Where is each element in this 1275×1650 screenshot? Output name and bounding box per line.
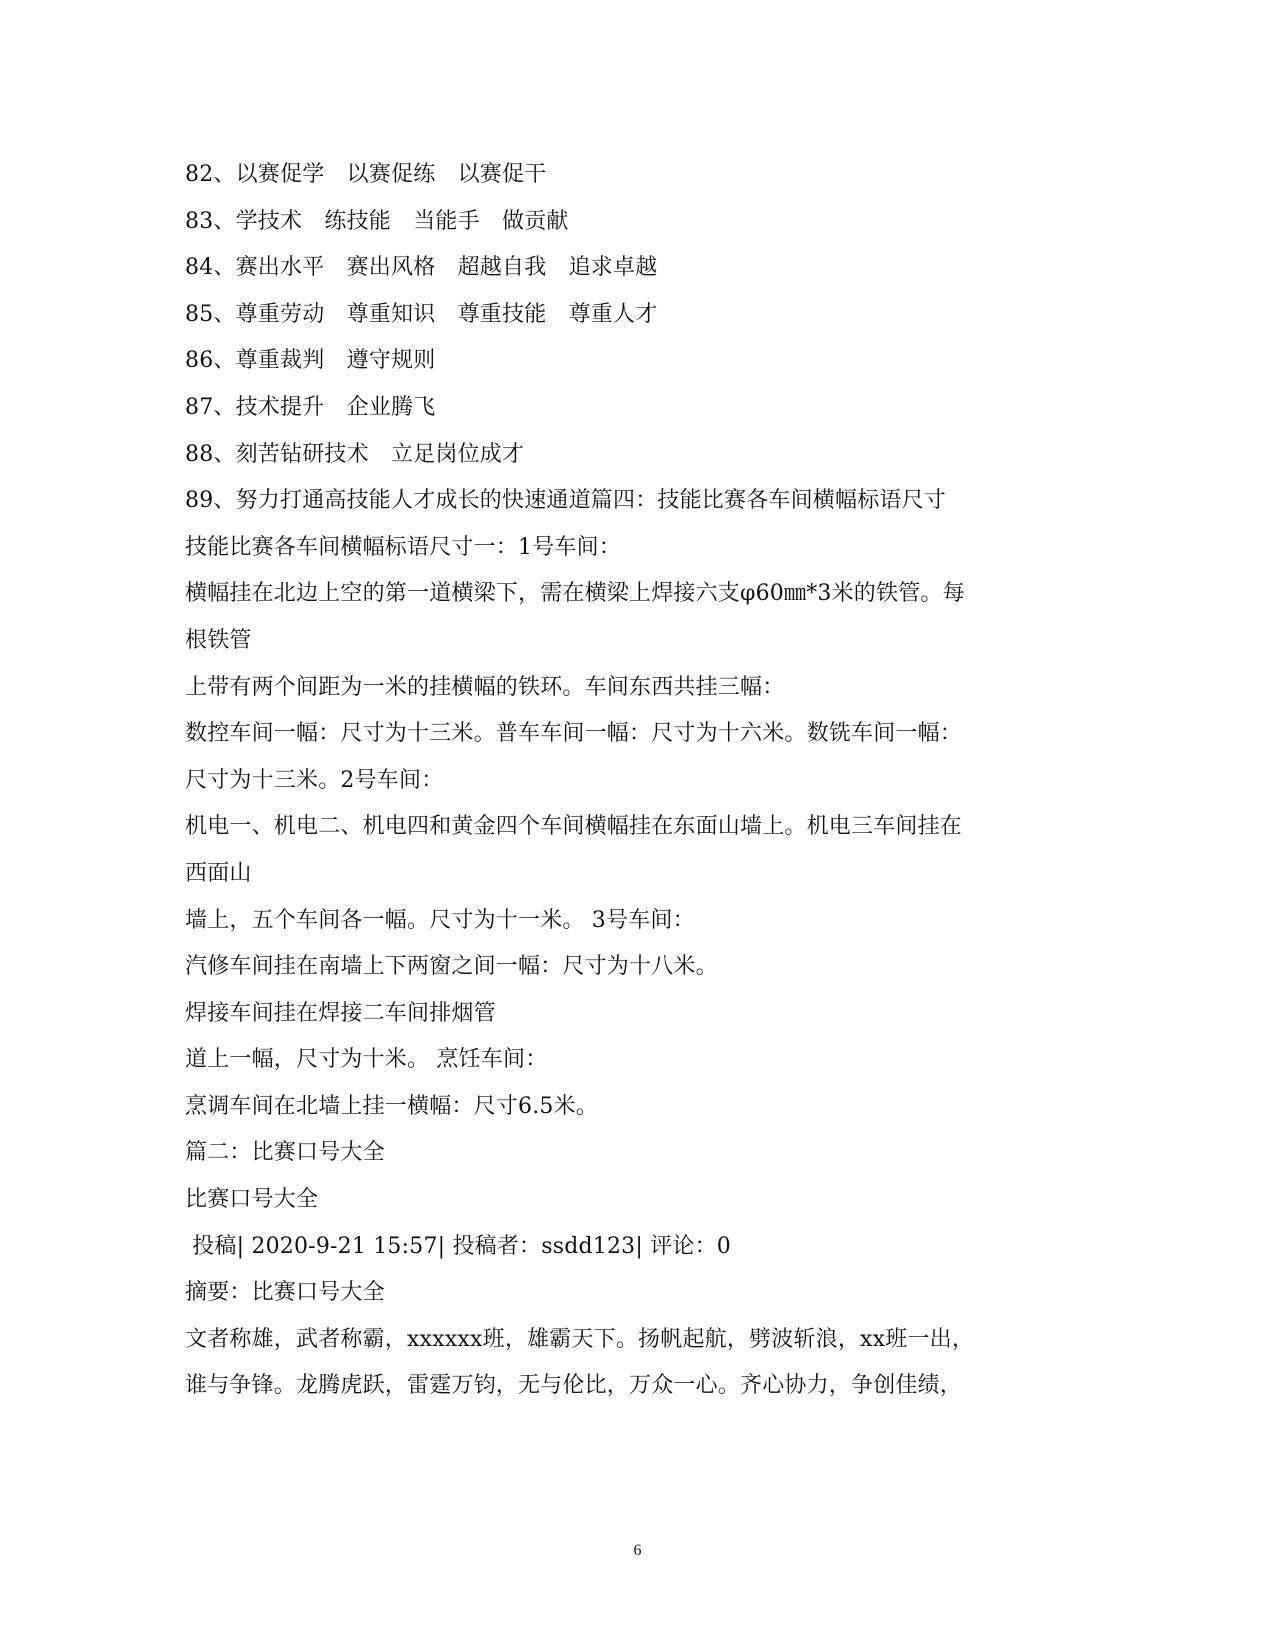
text-line: 尺寸为十三米。2号车间： bbox=[185, 767, 444, 793]
text-line: 89、努力打通高技能人才成长的快速通道篇四：技能比赛各车间横幅标语尺寸 bbox=[185, 488, 946, 514]
text-line: 烹调车间在北墙上挂一横幅：尺寸6.5米。 bbox=[185, 1093, 598, 1119]
text-line: 82、以赛促学 以赛促练 以赛促干 bbox=[185, 162, 547, 187]
text-line: 墙上，五个车间各一幅。尺寸为十一米。 3号车间： bbox=[185, 907, 695, 933]
text-line: 数控车间一幅：尺寸为十三米。普车车间一幅：尺寸为十六米。数铣车间一幅： bbox=[185, 721, 963, 747]
document-body bbox=[185, 152, 1045, 1410]
text-line: 汽修车间挂在南墙上下两窗之间一幅：尺寸为十八米。 bbox=[185, 954, 718, 980]
text-line: 86、尊重裁判 遵守规则 bbox=[185, 348, 436, 374]
text-line: 西面山 bbox=[185, 860, 252, 886]
text-line: 谁与争锋。龙腾虎跃，雷霆万钧，无与伦比，万众一心。齐心协力，争创佳绩， bbox=[185, 1373, 963, 1399]
article-summary: 摘要：比赛口号大全 bbox=[185, 1280, 385, 1306]
text-line: 88、刻苦钻研技术 立足岗位成才 bbox=[185, 441, 525, 467]
text-line: 道上一幅，尺寸为十米。 烹饪车间： bbox=[185, 1047, 548, 1073]
text-line: 84、赛出水平 赛出风格 超越自我 追求卓越 bbox=[185, 255, 658, 281]
text-line: 技能比赛各车间横幅标语尺寸一：1号车间： bbox=[185, 534, 621, 560]
page-number: 6 bbox=[633, 1542, 642, 1559]
text-line: 根铁管 bbox=[185, 627, 252, 653]
text-line: 87、技术提升 企业腾飞 bbox=[185, 394, 436, 420]
section-heading: 篇二：比赛口号大全 bbox=[185, 1140, 385, 1166]
text-line: 横幅挂在北边上空的第一道横梁下，需在横梁上焊接六支φ60㎜*3米的铁管。每 bbox=[185, 581, 965, 607]
text-line: 上带有两个间距为一米的挂横幅的铁环。车间东西共挂三幅： bbox=[185, 674, 785, 700]
text-line: 文者称雄，武者称霸，xxxxxx班，雄霸天下。扬帆起航，劈波斩浪，xx班一出， bbox=[185, 1326, 975, 1352]
text-line: 机电一、机电二、机电四和黄金四个车间横幅挂在东面山墙上。机电三车间挂在 bbox=[185, 814, 963, 840]
article-title: 比赛口号大全 bbox=[185, 1187, 319, 1213]
text-line: 焊接车间挂在焊接二车间排烟管 bbox=[185, 1000, 496, 1026]
text-line: 83、学技术 练技能 当能手 做贡献 bbox=[185, 208, 569, 234]
text-line: 85、尊重劳动 尊重知识 尊重技能 尊重人才 bbox=[185, 301, 658, 327]
article-meta: 投稿| 2020-9-21 15:57| 投稿者：ssdd123| 评论：0 bbox=[185, 1233, 731, 1259]
